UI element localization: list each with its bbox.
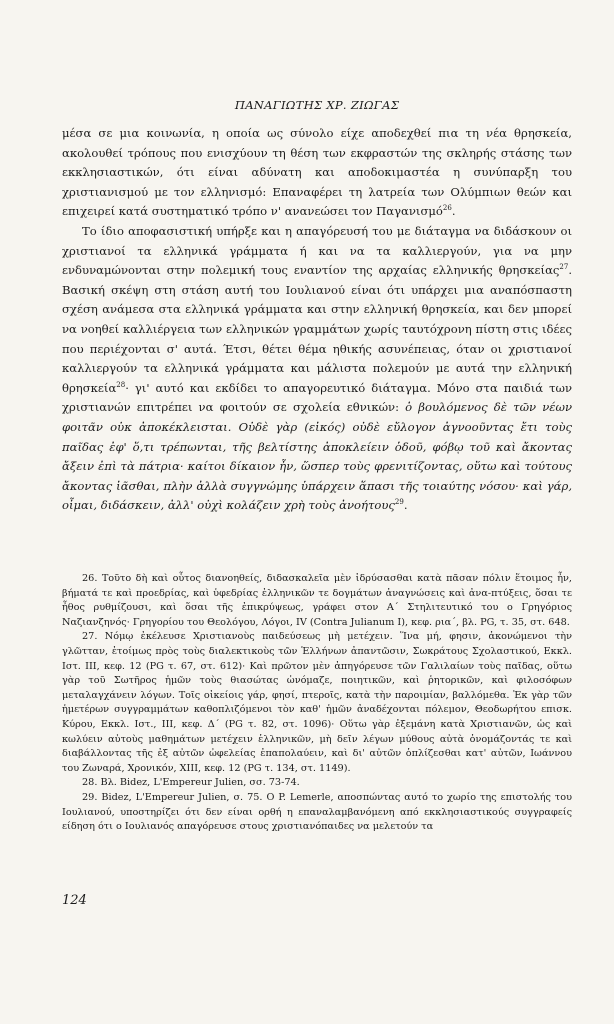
paragraph [62,222,572,516]
footnote: 27. Νόμῳ ἐκέλευσε Χριστιανοὺς παιδεύσεως μὴ μετέχειν. Ἵνα μή, φησιν, ἀκονώμενοι τὴν γλῶτταν, ἑτοίμως πρὸς τοὺς διαλεκτικοὺς τῶν Ἑλλήνων ἀπαντῶσιν, Σωκράτους Σχολαστικού, Εκκλ. Ιστ. III, κεφ. 12 (PG τ. 67, στ. 612)· Καὶ πρῶτον μὲν ἀπηγόρευσε τῶν Γαλιλαίων τοὺς παῖδας, οὕτω γὰρ τοῦ Σωτῆρος ἡμῶν τοὺς θιασώτας ὠνόμαζε, ποιητικῶν, καὶ ῥητορικῶν, καὶ φιλοσόφων μεταλαγχάνειν λόγων. Τοῖς οἰκείοις γάρ, φησί, πτεροῖς, κατὰ τὴν παροιμίαν, βαλλόμεθα. Ἐκ γὰρ τῶν ἡμετέρων συγγραμμάτων καθοπλιζόμενοι τὸν καθ' ἡμῶν ἀναδέχονται πόλεμον, Θεοδωρήτου επισκ. Κύρου, Εκκλ. Ιστ., III, κεφ. Δ΄ (PG τ. 82, στ. 1096)· Οὕτω γὰρ ἐξεμάνη κατὰ Χριστιανῶν, ὡς καὶ κωλύειν αὐτοὺς μαθημάτων μετέχειν ἑλληνικῶν, μὴ δεῖν λέγων μύθους αὐτὰ ὀνομάζοντάς τε καὶ διαβάλλοντας τῆς ἐξ αὐτῶν ὠφελείας ἐπαπολαύειν, καὶ δι' αὐτῶν ὁπλίζεσθαι κατ' αὐτῶν, Ιωάννου του Ζωναρά, Χρονικόν, XIII, κεφ. 12 (PG τ. 134, στ. 1149). [62,631,572,774]
paragraph-text-end: . [451,204,456,219]
footnote-ref: 29 [394,498,404,507]
footnote-ref: 26 [442,204,452,213]
footnote: 26. Τοῦτο δὴ καὶ οὗτος διανοηθείς, διδασκαλεῖα μὲν ἱδρύσασθαι κατὰ πᾶσαν πόλιν ἕτοιμος ἦν, βήματά τε καὶ προεδρίας, καὶ ὑφεδρίας ἑλληνικῶν τε δογμάτων ἀναγνώσεις καὶ ἀνα-πτύξεις, ὅσαι τε ἦθος ρυθμίζουσι, καὶ ὅσαι τῆς ἐπικρύψεως, γράφει στον Α΄ Στηλιτευτικό του ο Γρηγόριος Ναζιανζηνός· Γρηγορίου του Θεολόγου, Λόγοι, IV (Contra Julianum I), κεφ. ρια΄, βλ. PG, τ. 35, στ. 648. [62,573,572,628]
paragraph-text: Το ίδιο αποφασιστική υπήρξε και η απαγόρευσή του με διάταγμα να διδάσκουν οι χριστιανοί τα ελληνικά γράμματα ή και να τα καλλιεργούν, για να μην ενδυναμώνονται στην πολεμική τους εναντίον της αρχαίας ελληνικής θρησκείας [62,223,572,278]
footnote: 29. Bidez, L'Empereur Julien, σ. 75. O P. Lemerle, αποσπώντας αυτό το χωρίο της επιστολής του Ιουλιανού, υποστηρίζει ότι δεν είναι ορθή η επαναλαμβανόμενη από εκκλησιαστικούς συγγραφείς είδηση ότι ο Ιουλιανός απαγόρευσε στους χριστιανόπαιδες να μελετούν τα [62,791,572,833]
main-text [62,124,572,516]
footnote-ref: 28 [116,380,126,389]
paragraph-text-end: . [403,498,408,513]
paragraph [62,124,572,222]
footnote: 28. Βλ. Bidez, L'Empereur Julien, σσ. 73-74. [82,777,300,789]
paragraph-text: μέσα σε μια κοινωνία, η οποία ως σύνολο είχε αποδεχθεί πια τη νέα θρησκεία, ακολουθεί τρόπους που ενισχύουν τη θέση των εκφραστών της σκληρής στάσης των εκκλησιαστικών, ότι είναι αδύνατη και αποδοκιμαστέα η συνύπαρξη του χριστιανισμού με τον ελληνισμό: Επαναφέρει τη λατρεία των Ολύμπιων θεών και επιχειρεί κατά συστηματικό τρόπο ν' ανανεώσει τον Παγανισμό [62,126,572,219]
running-title: ΠΑΝΑΓΙΩΤΗΣ ΧΡ. ΖΙΩΓΑΣ [234,98,400,112]
paragraph-text: . Βασική σκέψη στη στάση αυτή του Ιουλιανού είναι ότι υπάρχει μια αναπόσπαστη σχέση ανάμεσα στα ελληνικά γράμματα και στην ελληνική θρησκεία, και δεν μπορεί να νοηθεί καλλιέργεια των ελληνικών γραμμάτων χωρίς ταυτόχρονη πίστη στις ιδέες που περιέχονται σ' αυτά. Έτσι, θέτει θέμα ηθικής ασυνέπειας, όταν οι χριστιανοί καλλιεργούν τα ελληνικά γράμματα και μάλιστα πολεμούν με αυτά την ελληνική θρησκεία [62,263,572,395]
page-number: 124 [62,893,87,908]
paragraph-text: · γι' αυτό και εκδίδει το απαγορευτικό διάταγμα. Μόνο στα παιδιά των χριστιανών επιτρέπει να φοιτούν σε σχολεία εθνικών: [62,380,572,415]
document-page [62,0,572,1024]
footnotes [62,572,572,835]
greek-quotation: ὁ βουλόμενος δὲ τῶν νέων φοιτᾶν οὐκ ἀποκέκλεισται. Οὐδὲ γὰρ (εἰκός) οὐδὲ εὔλογον ἀγνοοῦντας ἔτι τοὺς παῖδας ἐφ' ὅ,τι τρέπωνται, τῆς βελτίστης ἀποκλείειν ὁδοῦ, φόβῳ τοῦ καὶ ἄκοντας ἄξειν ἐπὶ τὰ πάτρια· καίτοι δίκαιον ἦν, ὥσπερ τοὺς φρενιτίζοντας, οὕτω καὶ τούτους ἄκοντας ἰᾶσθαι, πλὴν ἀλλὰ συγγνώμης ὑπάρχειν ἅπασι τῆς τοιαύτης νόσου· καὶ γάρ, οἶμαι, διδάσκειν, ἀλλ' οὐχὶ κολάζειν χρὴ τοὺς ἀνοήτους [62,400,572,513]
footnote-ref: 27 [559,263,569,272]
